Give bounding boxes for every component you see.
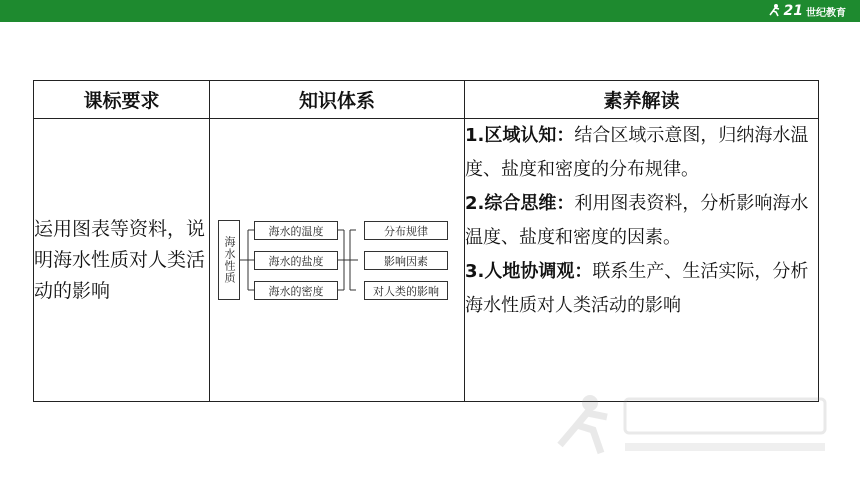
diagram-distribution-box: 分布规律 bbox=[364, 221, 448, 240]
table-row bbox=[34, 119, 819, 402]
requirement-cell: 运用图表等资料，说明海水性质对人类活动的影响 bbox=[34, 119, 210, 402]
logo-number: 21 bbox=[783, 3, 803, 19]
diagram-root-box: 海水性质 bbox=[218, 220, 240, 300]
literacy-item bbox=[465, 119, 818, 187]
literacy-label: 1.区域认知： bbox=[465, 125, 575, 146]
header-literacy: 素养解读 bbox=[465, 81, 819, 119]
table-header-row bbox=[34, 81, 819, 119]
header-knowledge-system: 知识体系 bbox=[210, 81, 465, 119]
top-bar bbox=[0, 0, 860, 22]
literacy-item bbox=[465, 255, 818, 323]
literacy-label: 3.人地协调观： bbox=[465, 261, 593, 282]
header-requirement: 课标要求 bbox=[34, 81, 210, 119]
literacy-text: 结合区域示意图，归纳海水温度、盐度和密度的分布规律。 bbox=[465, 125, 809, 180]
diagram-density-box: 海水的密度 bbox=[254, 281, 338, 300]
diagram-salinity-box: 海水的盐度 bbox=[254, 251, 338, 270]
diagram-factors-box: 影响因素 bbox=[364, 251, 448, 270]
curriculum-table bbox=[33, 80, 819, 402]
knowledge-diagram bbox=[210, 215, 465, 305]
literacy-item bbox=[465, 187, 818, 255]
literacy-label: 2.综合思维： bbox=[465, 193, 575, 214]
literacy-cell bbox=[465, 119, 819, 402]
literacy-text: 利用图表资料，分析影响海水温度、盐度和密度的因素。 bbox=[465, 193, 809, 248]
diagram-temperature-box: 海水的温度 bbox=[254, 221, 338, 240]
brand-logo bbox=[767, 0, 846, 22]
runner-icon bbox=[767, 2, 781, 21]
knowledge-diagram-cell bbox=[210, 119, 465, 402]
diagram-impact-box: 对人类的影响 bbox=[364, 281, 448, 300]
literacy-text: 联系生产、生活实际，分析海水性质对人类活动的影响 bbox=[465, 261, 809, 316]
logo-text: 世纪教育 bbox=[806, 7, 846, 19]
